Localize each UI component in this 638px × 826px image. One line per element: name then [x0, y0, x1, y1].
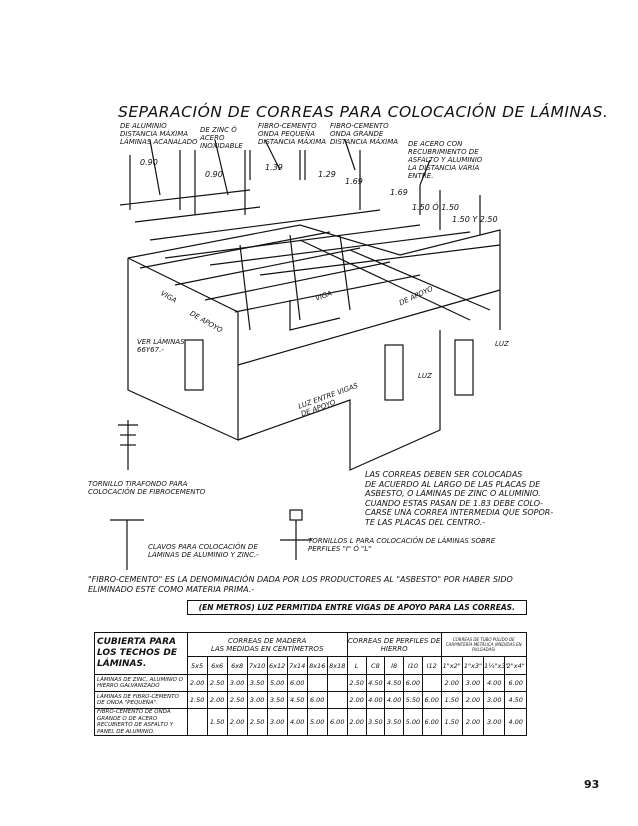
table-row [95, 692, 527, 709]
cell: 4.50 [385, 675, 404, 692]
cell: 4.50 [287, 692, 307, 709]
cell: 5.00 [307, 709, 327, 736]
label-zinc: DE ZINC Ó ACERO INOXIDABLE [200, 126, 243, 150]
cell: 2.00 [207, 692, 227, 709]
cell [327, 692, 347, 709]
cell: 3.00 [227, 675, 247, 692]
header-cell: I8 [385, 657, 404, 675]
cell: 1.50 [207, 709, 227, 736]
cell: 4.00 [484, 675, 505, 692]
dimension-label: 1.50 Ó 1.50 [412, 203, 460, 212]
header-cell: L [347, 657, 366, 675]
cell: 2.50 [227, 692, 247, 709]
cell: 3.00 [484, 692, 505, 709]
label-acero: DE ACERO CON RECUBRIMIENTO DE ASFALTO Y ALUMINIO LA DISTANCIA VARÍA ENTRE. [408, 140, 483, 180]
cell: 4.00 [287, 709, 307, 736]
spans-table [94, 600, 527, 736]
cell: 2.50 [247, 709, 267, 736]
header-cell: 8x18 [327, 657, 347, 675]
cell: 2.50 [207, 675, 227, 692]
cell: 2.00 [187, 675, 207, 692]
header-cell: C8 [366, 657, 385, 675]
table-group-tubo: CORREAS DE TUBO PULIDO DE CARPINTERÍA METÁLICA (MEDIDAS EN PULGADAS) [441, 633, 526, 657]
header-cell: 1¼"x3" [484, 657, 505, 675]
cell: 3.00 [267, 709, 287, 736]
dimension-label: 0.90 [205, 170, 223, 179]
label-de-apoyo: DE APOYO [398, 284, 435, 308]
cell: 5.00 [404, 709, 423, 736]
dimension-label: 1.39 [265, 163, 283, 172]
header-cell: 8x16 [307, 657, 327, 675]
label-luz: LUZ [418, 372, 432, 380]
header-cell: 1"x2" [441, 657, 462, 675]
cell [422, 675, 441, 692]
cell [187, 709, 207, 736]
cell: 4.00 [505, 709, 527, 736]
table-corner: CUBIERTA PARA LOS TECHOS DE LÁMINAS. [95, 633, 188, 675]
label-viga: VIGA [159, 289, 178, 305]
cell: 1.50 [187, 692, 207, 709]
header-cell: 5x5 [187, 657, 207, 675]
cell: 6.00 [327, 709, 347, 736]
cell: 1.50 [441, 692, 462, 709]
cell: 4.50 [366, 675, 385, 692]
table-row [95, 675, 527, 692]
cell: 6.00 [404, 675, 423, 692]
label-tornillos-l: TORNILLOS L PARA COLOCACIÓN DE LÁMINAS SOBRE PERFILES "I" Ó "L" [308, 537, 496, 553]
label-ver-laminas: VER LÁMINAS 66Y67.- [137, 338, 185, 354]
cell: 6.00 [422, 692, 441, 709]
page-number: 93 [584, 778, 600, 791]
label-aluminio: DE ALUMINIO DISTANCIA MÁXIMA LÁMINAS ACANALADO [120, 122, 198, 146]
cell: 2.00 [347, 692, 366, 709]
cell: 5.00 [267, 675, 287, 692]
cell: 4.50 [505, 692, 527, 709]
header-cell: 2"x4" [505, 657, 527, 675]
dimension-label: 1.29 [318, 170, 336, 179]
cell: 2.00 [462, 692, 483, 709]
label-luz-entre-vigas: LUZ ENTRE VIGAS DE APOYO [297, 381, 360, 419]
note-correas: LAS CORREAS DEBEN SER COLOCADAS DE ACUERDO AL LARGO DE LAS PLACAS DE ASBESTO, O LÁMINAS DE ZINC O ALUMINIO. CUANDO ESTAS PASAN DE 1.83 DEBE COLO- CARSE UNA CORREA INTERMEDIA QUE SOPOR- TE LAS PLACAS DEL CENTRO.- [365, 470, 554, 527]
group-sub: LAS MEDIDAS EN CENTÍMETROS [210, 644, 324, 653]
row-label: LÁMINAS DE FIBRO-CEMENTO DE ONDA "PEQUEÑA". [95, 692, 188, 709]
header-cell: 6x6 [207, 657, 227, 675]
cell: 3.00 [462, 675, 483, 692]
page-title: SEPARACIÓN DE CORREAS PARA COLOCACIÓN DE LÁMINAS. [118, 103, 609, 121]
table-row [95, 709, 527, 736]
dimension-label: 0.90 [140, 158, 158, 167]
row-label: LÁMINAS DE ZINC, ALUMINIO O HIERRO GALVANIZADO [95, 675, 188, 692]
table-group-madera [187, 633, 347, 657]
cell: 3.50 [366, 709, 385, 736]
label-luz: LUZ [495, 340, 509, 348]
header-cell: 6x8 [227, 657, 247, 675]
group-title: CORREAS DE MADERA [228, 636, 307, 645]
label-viga: VIGA [314, 289, 333, 303]
cell: 6.00 [505, 675, 527, 692]
dimension-label: 1.69 [390, 188, 408, 197]
cell: 2.00 [462, 709, 483, 736]
header-cell: I10 [404, 657, 423, 675]
table-group-hierro: CORREAS DE PERFILES DE HIERRO [347, 633, 441, 657]
row-label: FIBRO-CEMENTO DE ONDA GRANDE O DE ACERO RECUBIERTO DE ASFALTO Y PANEL DE ALUMINIO. [95, 709, 188, 736]
cell: 5.50 [404, 692, 423, 709]
cell [307, 675, 327, 692]
dimension-label: 1.69 [345, 177, 363, 186]
dimension-label: 1.50 Y 2.50 [452, 215, 498, 224]
cell: 4.00 [385, 692, 404, 709]
cell: 6.00 [307, 692, 327, 709]
cell: 6.00 [287, 675, 307, 692]
cell: 6.00 [422, 709, 441, 736]
label-de-apoyo: DE APOYO [188, 309, 224, 335]
header-cell: I12 [422, 657, 441, 675]
cell: 3.50 [247, 675, 267, 692]
cell: 3.50 [267, 692, 287, 709]
cell: 4.00 [366, 692, 385, 709]
label-onda-pequena: FIBRO-CEMENTO ONDA PEQUEÑA DISTANCIA MÁXIMA [258, 122, 327, 146]
cell: 2.00 [441, 675, 462, 692]
header-cell: 7x14 [287, 657, 307, 675]
cell: 3.50 [385, 709, 404, 736]
header-cell: 1"x3" [462, 657, 483, 675]
cell: 3.00 [247, 692, 267, 709]
label-clavos: CLAVOS PARA COLOCACIÓN DE LÁMINAS DE ALUMINIO Y ZINC.- [148, 543, 259, 559]
header-cell: 6x12 [267, 657, 287, 675]
cell: 3.00 [484, 709, 505, 736]
cell: 1.50 [441, 709, 462, 736]
header-cell: 7x10 [247, 657, 267, 675]
cell: 2.00 [347, 709, 366, 736]
table-caption: (EN METROS) LUZ PERMITIDA ENTRE VIGAS DE APOYO PARA LAS CORREAS. [187, 601, 526, 615]
note-fibro: "FIBRO-CEMENTO" ES LA DENOMINACIÓN DADA POR LOS PRODUCTORES AL "ASBESTO" POR HABER SIDO ELIMINADO ESTE COMO MATERIA PRIMA.- [88, 575, 513, 594]
label-tornillo: TORNILLO TIRAFONDO PARA COLOCACIÓN DE FIBROCEMENTO [88, 480, 206, 496]
cell: 2.50 [347, 675, 366, 692]
cell [327, 675, 347, 692]
label-onda-grande: FIBRO-CEMENTO ONDA GRANDE DISTANCIA MÁXIMA [330, 122, 399, 146]
cell: 2.00 [227, 709, 247, 736]
